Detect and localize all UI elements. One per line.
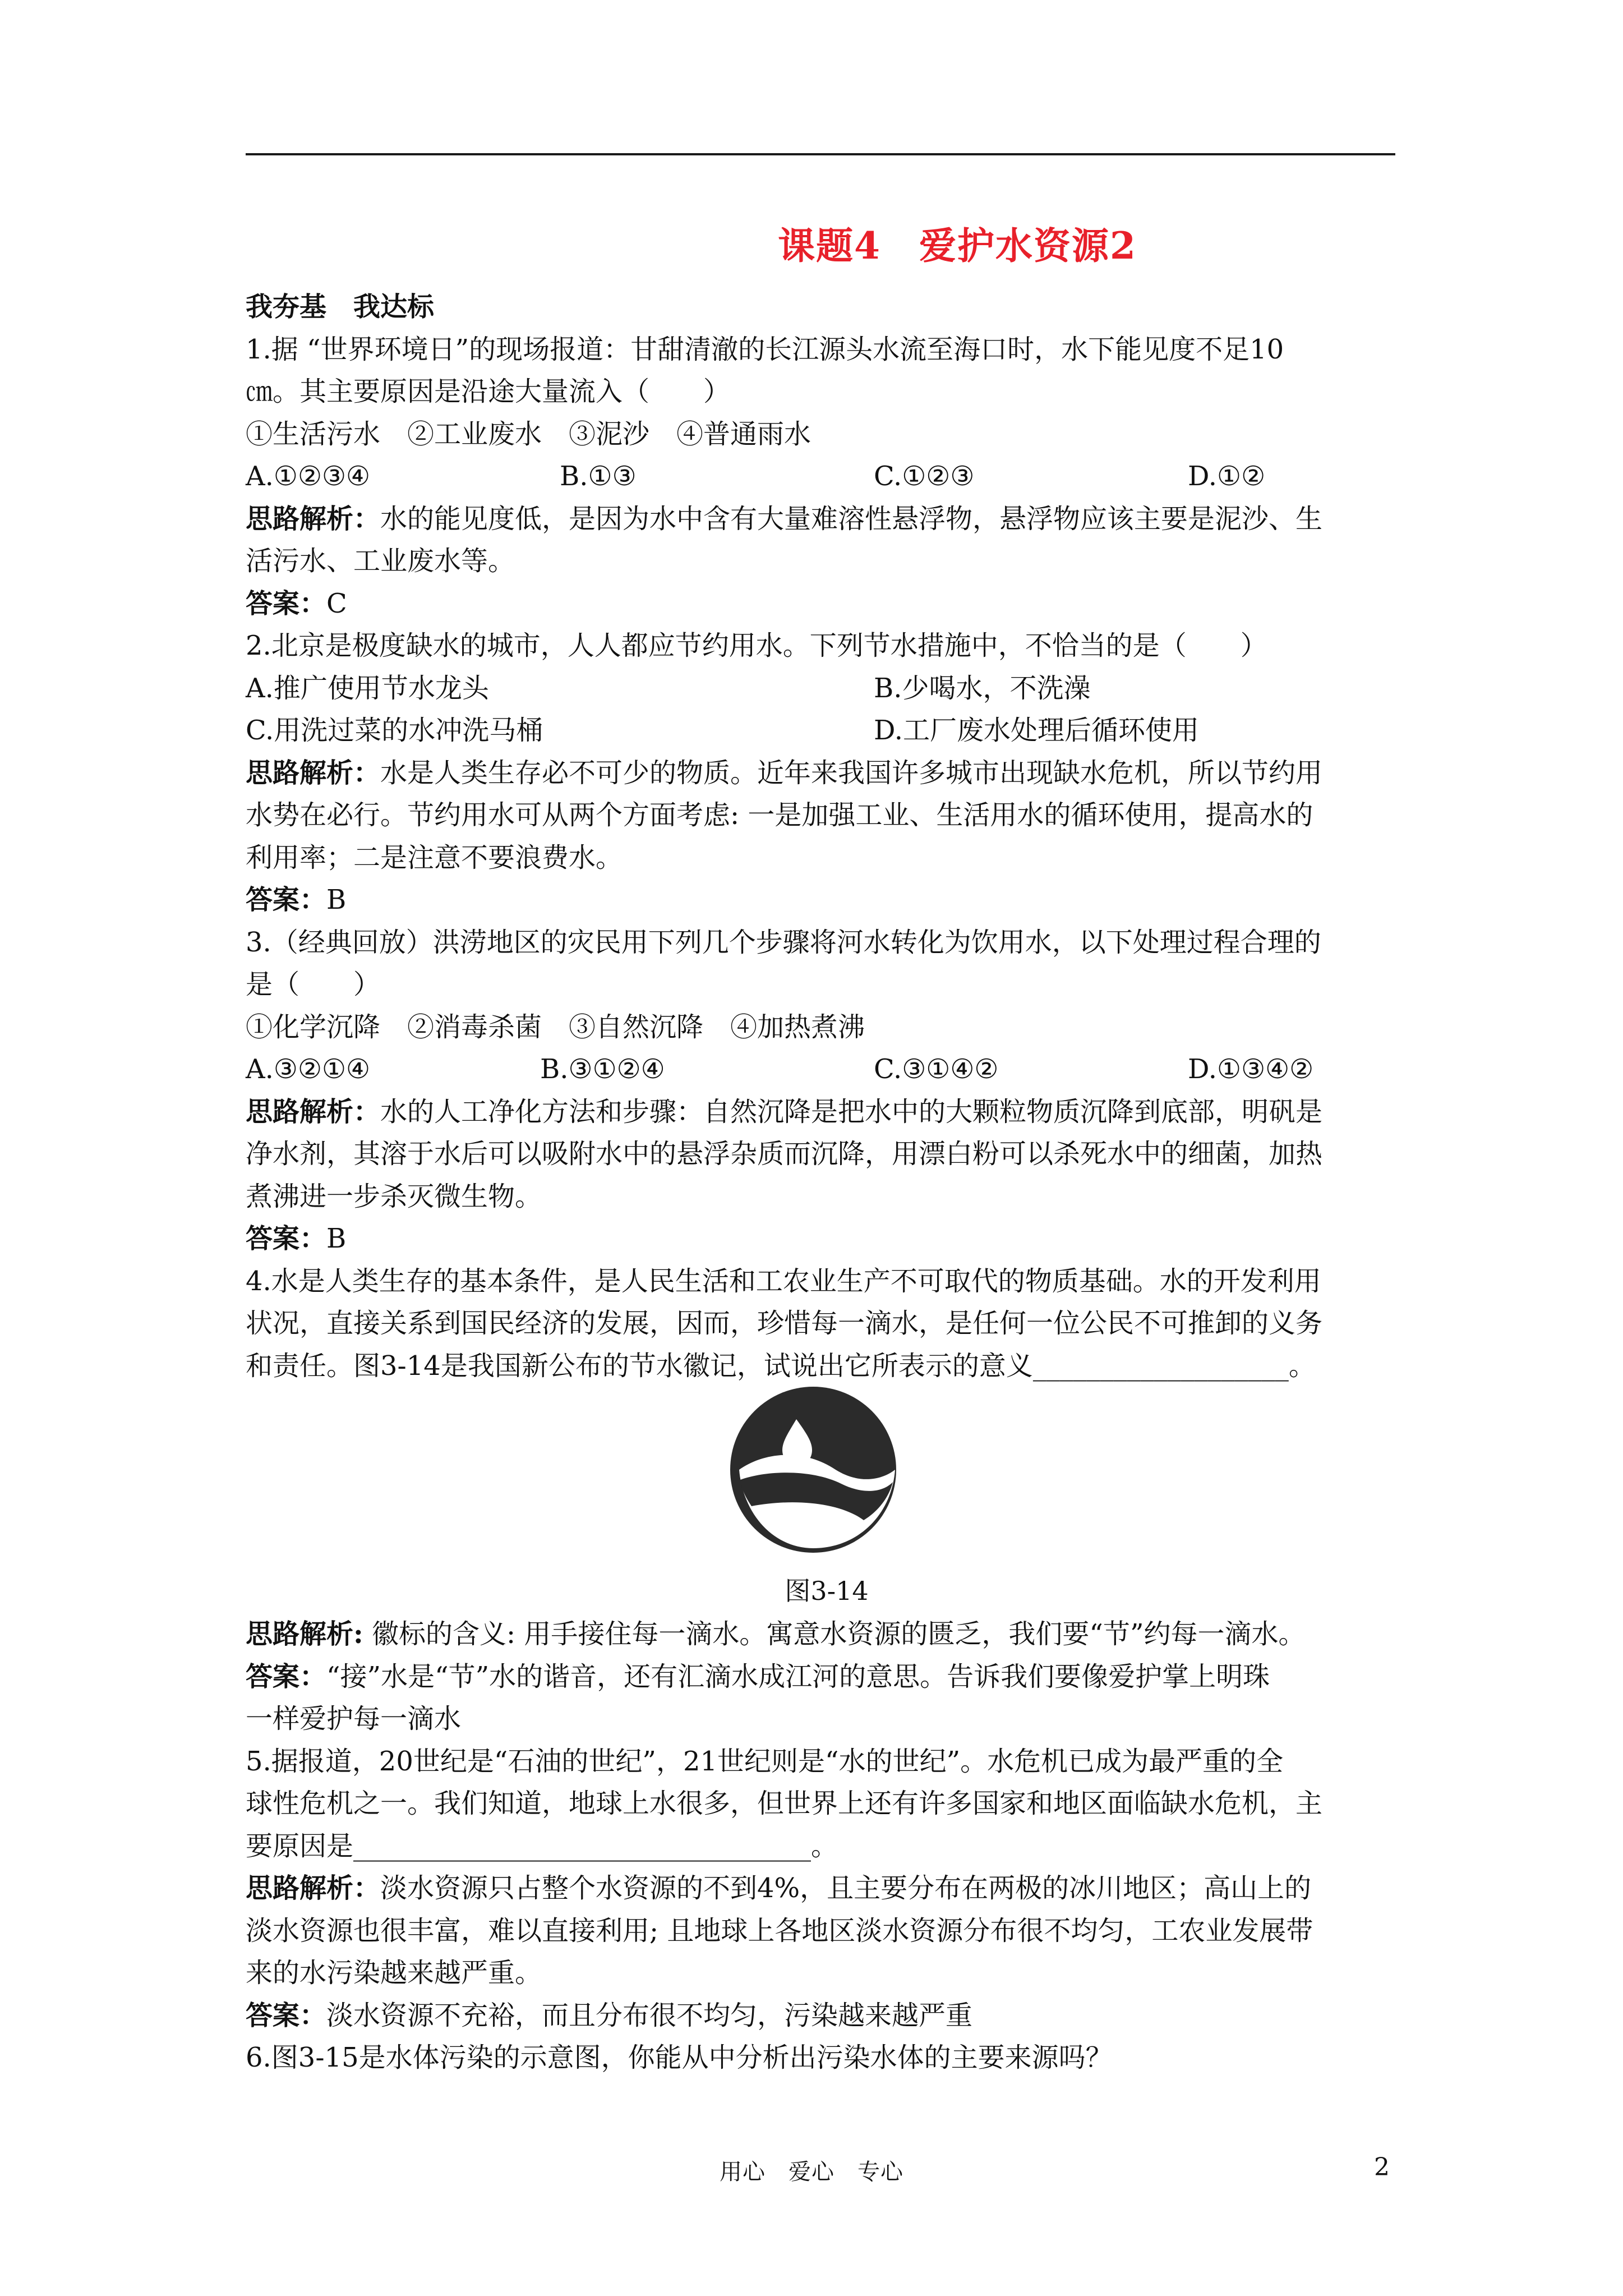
q2-answer: 答案：B bbox=[246, 884, 347, 915]
q6-line1: 6.图3-15是水体污染的示意图，你能从中分析出污染水体的主要来源吗？ bbox=[246, 2042, 1113, 2073]
q4-line3: 和责任。图3-14是我国新公布的节水徽记，试说出它所表示的意义___________________。 bbox=[246, 1350, 1316, 1382]
q1-options bbox=[246, 455, 1395, 498]
q1-items: ①生活污水 ②工业废水 ③泥沙 ④普通雨水 bbox=[246, 418, 811, 450]
header-rule bbox=[246, 153, 1395, 155]
q2-options-row1 bbox=[246, 668, 1395, 710]
q4-line2: 状况，直接关系到国民经济的发展，因而，珍惜每一滴水，是任何一位公民不可推卸的义务 bbox=[246, 1308, 1323, 1339]
q3-answer: 答案：B bbox=[246, 1223, 347, 1254]
q2-option-d: D.工厂废水处理后循环使用 bbox=[874, 715, 1200, 746]
q4-analysis: 思路解析: 徽标的含义: 用手接住每一滴水。寓意水资源的匮乏，我们要“节”约每一滴水。 bbox=[246, 1618, 1306, 1650]
q5-line1: 5.据报道，20世纪是“石油的世纪”，21世纪则是“水的世纪”。水危机已成为最严重的全 bbox=[246, 1745, 1284, 1777]
q1-option-a: A.①②③④ bbox=[246, 461, 371, 492]
q2-analysis-cont1: 水势在必行。节约用水可从两个方面考虑: 一是加强工业、生活用水的循环使用，提高水的 bbox=[246, 799, 1313, 831]
q3-option-c: C.③①④② bbox=[874, 1053, 999, 1085]
q1-analysis: 思路解析：水的能见度低，是因为水中含有大量难溶性悬浮物，悬浮物应该主要是泥沙、生 bbox=[246, 503, 1323, 535]
page-number: 2 bbox=[1374, 2153, 1390, 2182]
q1-answer: 答案：C bbox=[246, 587, 347, 619]
q3-option-b: B.③①②④ bbox=[540, 1053, 665, 1085]
q3-analysis-cont1: 净水剂，其溶于水后可以吸附水中的悬浮杂质而沉降，用漂白粉可以杀死水中的细菌，加热 bbox=[246, 1138, 1323, 1170]
q1-line1: 1.据 “世界环境日”的现场报道：甘甜清澈的长江源头水流至海口时，水下能见度不足10 bbox=[246, 333, 1284, 365]
q4-answer: 答案：“接”水是“节”水的谐音，还有汇滴水成江河的意思。告诉我们要像爱护掌上明珠 bbox=[246, 1660, 1270, 1692]
q3-items: ①化学沉降 ②消毒杀菌 ③自然沉降 ④加热煮沸 bbox=[246, 1011, 865, 1043]
q1-option-d: D.①② bbox=[1188, 461, 1266, 492]
q2-analysis: 思路解析：水是人类生存必不可少的物质。近年来我国许多城市出现缺水危机，所以节约用 bbox=[246, 757, 1323, 789]
q5-line3: 要原因是__________________________________。 bbox=[246, 1830, 838, 1862]
q5-analysis: 思路解析：淡水资源只占整个水资源的不到4%，且主要分布在两极的冰川地区；高山上的 bbox=[246, 1872, 1312, 1904]
q2-line1: 2.北京是极度缺水的城市，人人都应节约用水。下列节水措施中，不恰当的是（ ） bbox=[246, 630, 1267, 661]
q4-line1: 4.水是人类生存的基本条件，是人民生活和工农业生产不可取代的物质基础。水的开发利用 bbox=[246, 1265, 1321, 1297]
q3-option-a: A.③②①④ bbox=[246, 1053, 371, 1085]
figure-caption: 图3-14 bbox=[785, 1576, 869, 1606]
q3-line2: 是（ ） bbox=[246, 969, 381, 1000]
q5-analysis-cont1: 淡水资源也很丰富，难以直接利用; 且地球上各地区淡水资源分布很不均匀，工农业发展带 bbox=[246, 1915, 1313, 1947]
q1-analysis-cont: 活污水、工业废水等。 bbox=[246, 545, 515, 577]
q1-option-b: B.①③ bbox=[560, 461, 637, 492]
q2-analysis-cont2: 利用率；二是注意不要浪费水。 bbox=[246, 841, 623, 873]
main-content bbox=[246, 286, 1395, 1387]
q1-option-c: C.①②③ bbox=[874, 461, 975, 492]
q4-answer-cont: 一样爱护每一滴水 bbox=[246, 1703, 462, 1734]
q5-answer: 答案：淡水资源不充裕，而且分布很不均匀，污染越来越严重 bbox=[246, 1999, 973, 2031]
q2-options-row2 bbox=[246, 710, 1395, 752]
q5-analysis-cont2: 来的水污染越来越严重。 bbox=[246, 1957, 542, 1989]
q2-option-c: C.用洗过菜的水冲洗马桶 bbox=[246, 715, 543, 746]
q5-line2: 球性危机之一。我们知道，地球上水很多，但世界上还有许多国家和地区面临缺水危机，主 bbox=[246, 1788, 1323, 1819]
q1-line2: ㎝。其主要原因是沿途大量流入（ ） bbox=[246, 376, 731, 407]
q3-option-d: D.①③④② bbox=[1188, 1053, 1314, 1085]
q3-analysis-cont2: 煮沸进一步杀灭微生物。 bbox=[246, 1180, 542, 1212]
q3-line1: 3.（经典回放）洪涝地区的灾民用下列几个步骤将河水转化为饮用水，以下处理过程合理的 bbox=[246, 926, 1321, 958]
q2-option-a: A.推广使用节水龙头 bbox=[246, 672, 489, 704]
q2-option-b: B.少喝水，不洗澡 bbox=[874, 672, 1091, 704]
section-heading: 我夯基 我达标 bbox=[246, 291, 435, 323]
page-title: 课题4 爱护水资源2 bbox=[778, 224, 1137, 268]
q3-options bbox=[246, 1048, 1395, 1091]
main-content-continued bbox=[246, 1613, 1395, 2079]
q3-analysis: 思路解析：水的人工净化方法和步骤：自然沉降是把水中的大颗粒物质沉降到底部，明矾是 bbox=[246, 1096, 1323, 1128]
footer-motto: 用心 爱心 专心 bbox=[720, 2159, 903, 2185]
water-saving-emblem-icon bbox=[729, 1386, 897, 1554]
